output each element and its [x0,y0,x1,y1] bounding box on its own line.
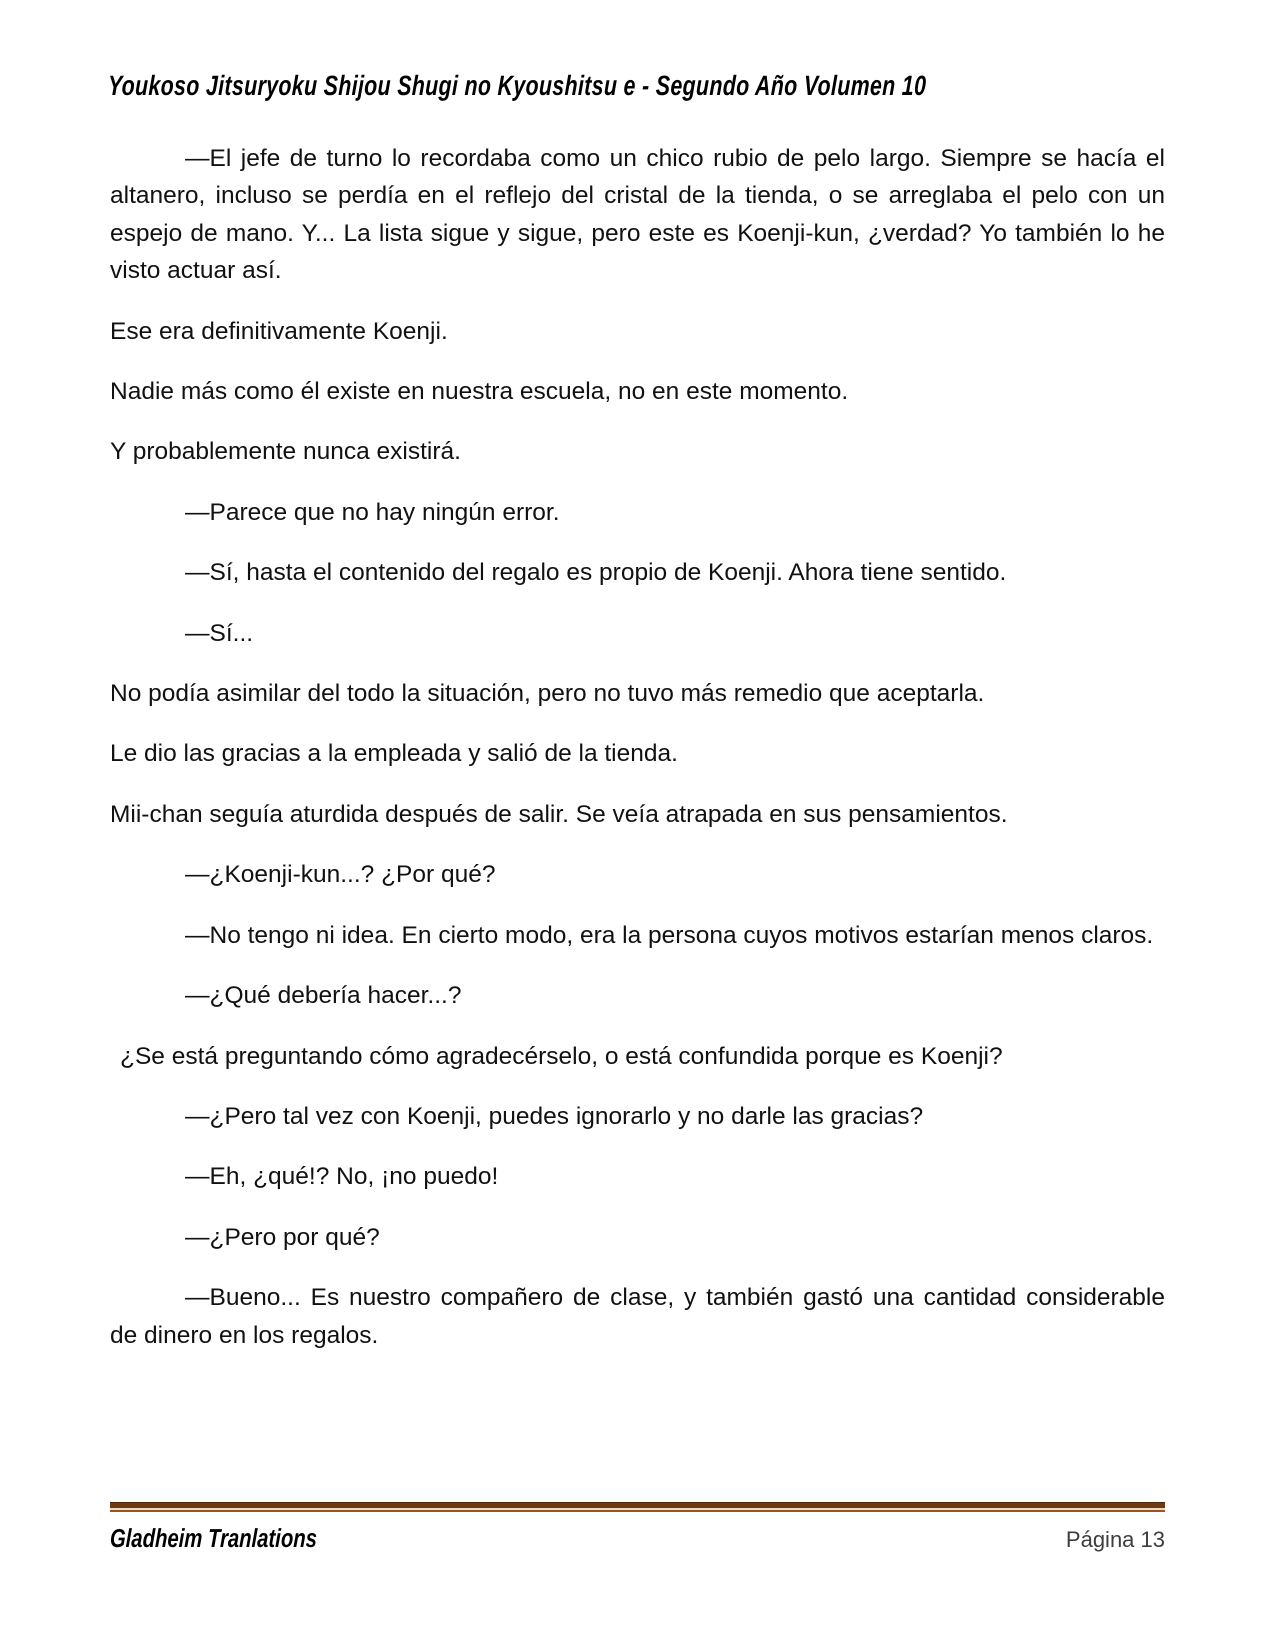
footer-rule [110,1502,1165,1512]
paragraph: Nadie más como él existe en nuestra escuela, no en este momento. [110,378,849,406]
page-footer [110,1502,1165,1554]
paragraph: —Bueno... Es nuestro compañero de clase, y también gastó una cantidad considerable de dinero en los regalos. [110,1284,1165,1349]
paragraph: —¿Qué debería hacer...? [185,982,462,1010]
paragraph: —Eh, ¿qué!? No, ¡no puedo! [185,1163,499,1191]
paragraph: —El jefe de turno lo recordaba como un chico rubio de pelo largo. Siempre se hacía el altanero, incluso se perdía en el reflejo del cristal de la tienda, o se arreglaba el pelo con un espejo de mano. Y... La lista sigue y sigue, pero este es Koenji-kun, ¿verdad? Yo también lo he visto actuar así. [110,145,1165,285]
footer-rule-thin-line [110,1510,1165,1512]
paragraph: —¿Pero por qué? [185,1223,380,1251]
paragraph: Mii-chan seguía aturdida después de salir. Se veía atrapada en sus pensamientos. [110,800,1008,828]
body-text [110,140,1165,1377]
paragraph: —No tengo ni idea. En cierto modo, era la persona cuyos motivos estarían menos claros. [185,921,1154,949]
paragraph: —Parece que no hay ningún error. [185,498,560,526]
page-header [108,70,1165,102]
paragraph: —Sí, hasta el contenido del regalo es propio de Koenji. Ahora tiene sentido. [185,559,1007,587]
paragraph: Le dio las gracias a la empleada y salió de la tienda. [110,740,678,768]
document-title: Youkoso Jitsuryoku Shijou Shugi no Kyoushitsu e - Segundo Año Volumen 10 [107,70,927,101]
paragraph: Ese era definitivamente Koenji. [110,317,448,345]
paragraph: ¿Se está preguntando cómo agradecérselo, o está confundida porque es Koenji? [120,1042,1003,1070]
footer-row [110,1523,1165,1554]
paragraph: —Sí... [185,619,254,647]
paragraph: —¿Pero tal vez con Koenji, puedes ignorarlo y no darle las gracias? [185,1102,924,1130]
paragraph: No podía asimilar del todo la situación, pero no tuvo más remedio que aceptarla. [110,680,985,708]
translator-credit: Gladheim Tranlations [109,1523,318,1553]
page-number: Página 13 [1065,1527,1165,1552]
paragraph: —¿Koenji-kun...? ¿Por qué? [185,861,496,889]
paragraph: Y probablemente nunca existirá. [110,438,461,466]
